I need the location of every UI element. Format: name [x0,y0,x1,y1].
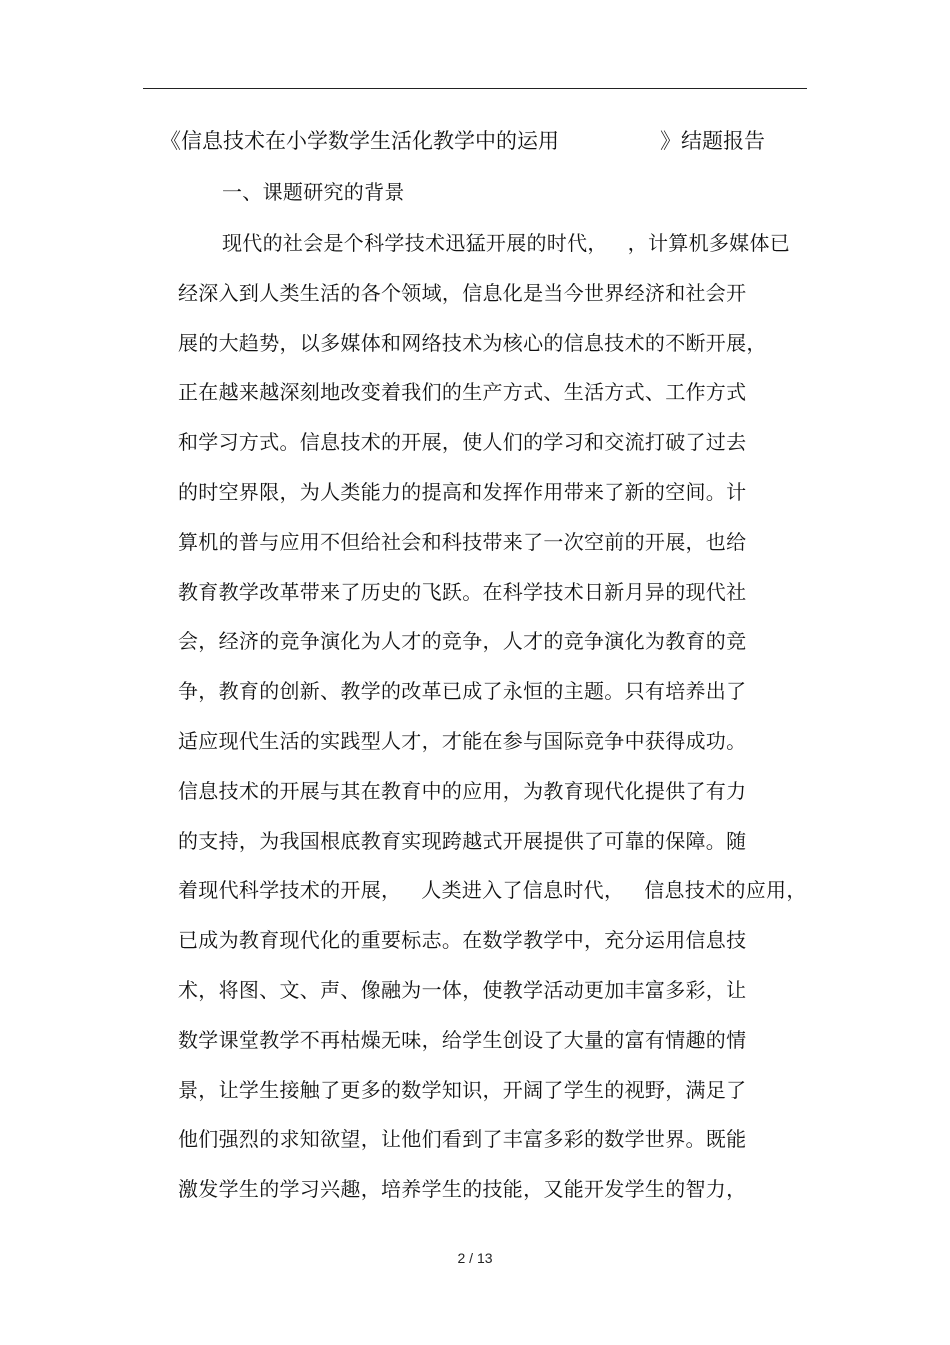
paragraph-line: 正在越来越深刻地改变着我们的生产方式、生活方式、工作方式 [178,380,747,404]
paragraph-line: 会，经济的竞争演化为人才的竞争，人才的竞争演化为教育的竞 [178,629,747,653]
paragraph-line: 展的大趋势，以多媒体和网络技术为核心的信息技术的不断开展， [178,331,767,355]
paragraph-line: 争，教育的创新、教学的改革已成了永恒的主题。只有培养出了 [178,679,747,703]
title-suffix: 》结题报告 [660,129,765,153]
paragraph-line: 他们强烈的求知欲望，让他们看到了丰富多彩的数学世界。既能 [178,1127,747,1151]
paragraph-line: 现代的社会是个科学技术迅猛开展的时代， ，计算机多媒体已 [222,231,791,255]
paragraph-line: 术，将图、文、声、像融为一体，使教学活动更加丰富多彩，让 [178,978,747,1002]
paragraph-line: 激发学生的学习兴趣，培养学生的技能，又能开发学生的智力， [178,1177,747,1201]
paragraph-line: 已成为教育现代化的重要标志。在数学教学中，充分运用信息技 [178,928,747,952]
paragraph-line: 算机的普与应用不但给社会和科技带来了一次空前的开展，也给 [178,530,747,554]
section-heading: 一、课题研究的背景 [222,180,405,204]
paragraph-line: 教育教学改革带来了历史的飞跃。在科学技术日新月异的现代社 [178,580,747,604]
paragraph-line: 数学课堂教学不再枯燥无味，给学生创设了大量的富有情趣的情 [178,1028,747,1052]
paragraph-line: 的支持，为我国根底教育实现跨越式开展提供了可靠的保障。随 [178,829,747,853]
paragraph-line: 景，让学生接触了更多的数学知识，开阔了学生的视野，满足了 [178,1078,747,1102]
paragraph-line: 着现代科学技术的开展， 人类进入了信息时代， 信息技术的应用， [178,878,807,902]
page-number: 2 / 13 [457,1250,493,1266]
paragraph-line: 经深入到人类生活的各个领域，信息化是当今世界经济和社会开 [178,281,747,305]
header-rule [143,88,807,89]
paragraph-line: 和学习方式。信息技术的开展，使人们的学习和交流打破了过去 [178,430,747,454]
paragraph-line: 信息技术的开展与其在教育中的应用，为教育现代化提供了有力 [178,779,747,803]
paragraph-line: 的时空界限，为人类能力的提高和发挥作用带来了新的空间。计 [178,480,747,504]
title-main: 《信息技术在小学数学生活化教学中的运用 [160,129,559,153]
paragraph-line: 适应现代生活的实践型人才，才能在参与国际竞争中获得成功。 [178,729,747,753]
